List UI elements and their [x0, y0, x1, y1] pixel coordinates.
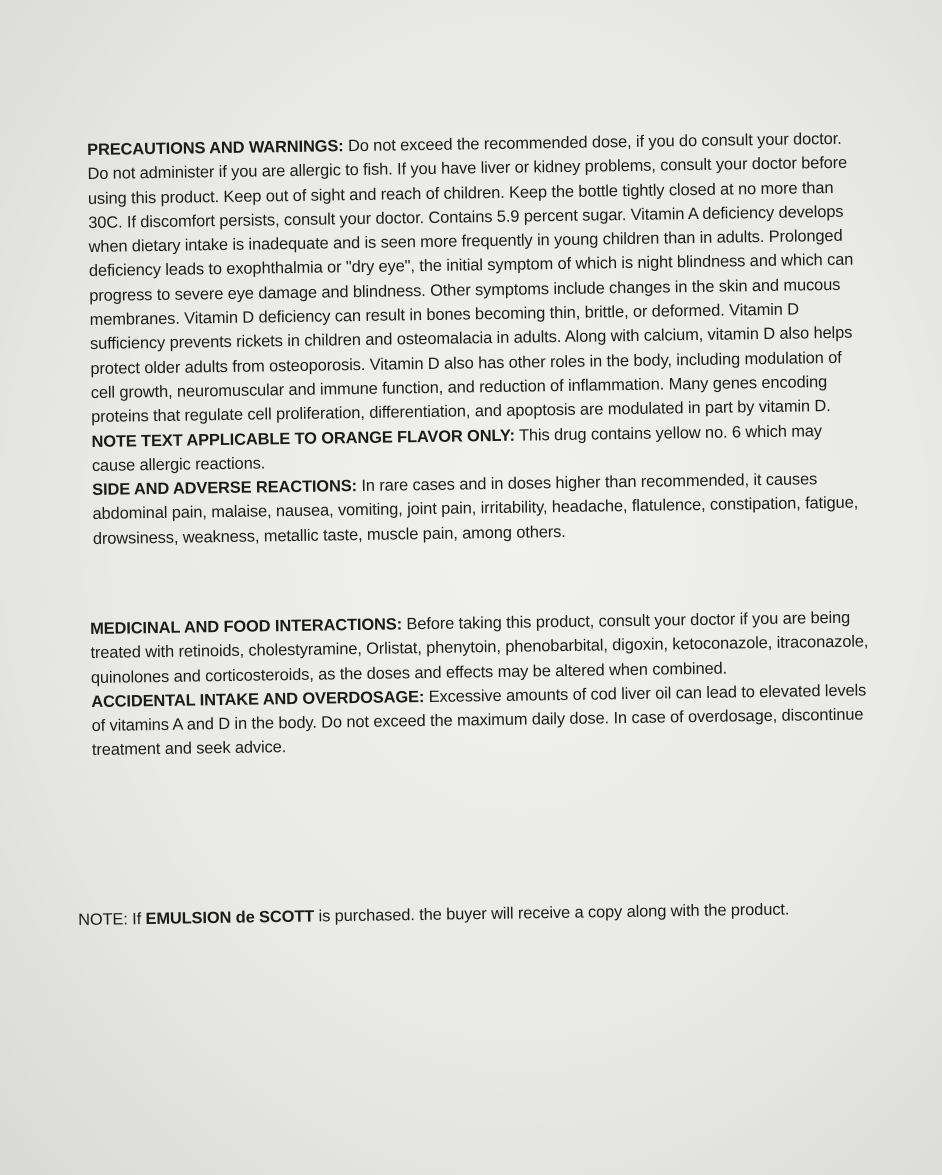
side-effects-paragraph [92, 467, 863, 551]
side-effects-heading: SIDE AND ADVERSE REACTIONS: [92, 477, 358, 500]
precautions-text: Do not exceed the recommended dose, if you do consult your doctor. Do not administer if you are allergic to fish. If you have liver or kidney problems, consult your doctor before using this product. Keep out of sight and reach of children. Keep the bottle tightly closed at no more than 30C. If discomfort persists, consult your doctor. Contains 5.9 percent sugar. Vitamin A deficiency develops when dietary intake is inadequate and is seen more frequently in young children than in adults. Prolonged deficiency leads to exophthalmia or "dry eye", the initial symptom of which is night blindness and which can progress to severe eye damage and blindness. Other symptoms include changes in the skin and mucous membranes. Vitamin D deficiency can result in bones becoming thin, brittle, or deformed. Vitamin D sufficiency prevents rickets in children and osteomalacia in adults. Along with calcium, vitamin D also helps protect older adults from osteoporosis. Vitamin D also has other roles in the body, including modulation of cell growth, neuromuscular and immune function, and reduction of inflammation. Many genes encoding proteins that regulate cell proliferation, differentiation, and apoptosis are modulated in part by vitamin D. [87, 129, 854, 427]
precautions-heading: PRECAUTIONS AND WARNINGS: [87, 137, 344, 159]
footer-note-prefix: NOTE: If [78, 909, 146, 929]
footer-note-suffix: is purchased. the buyer will receive a copy along with the product. [314, 900, 790, 926]
orange-note-text: This drug contains yellow no. 6 which may cause allergic reactions. [91, 421, 823, 475]
side-effects-text: In rare cases and in doses higher than recommended, it causes abdominal pain, malaise, nausea, vomiting, joint pain, irritability, headache, flatulence, constipation, fatigue, drowsiness, weakness, metallic taste, muscle pain, among others. [92, 470, 859, 548]
interactions-text: Before taking this product, consult your doctor if you are being treated with retinoids, cholestyramine, Orlistat, phenytoin, phenobarbital, digoxin, ketoconazole, itraconazole, quinolones and corticosteroids, as the doses and effects may be altered when combined. [90, 608, 869, 687]
overdose-heading: ACCIDENTAL INTAKE AND OVERDOSAGE: [91, 687, 425, 711]
interactions-paragraph [90, 605, 871, 689]
interactions-text-block [90, 605, 872, 762]
overdose-paragraph [91, 678, 872, 762]
overdose-text: Excessive amounts of cod liver oil can lead to elevated levels of vitamins A and D in the body. Do not exceed the maximum daily dose. In case of overdosage, discontinue treatment and seek advice. [91, 681, 867, 760]
footer-note-block [78, 897, 848, 933]
footer-note-paragraph [78, 897, 848, 933]
main-text-block [87, 127, 863, 551]
footer-note-product: EMULSION de SCOTT [145, 907, 315, 928]
precautions-paragraph [87, 127, 861, 430]
interactions-heading: MEDICINAL AND FOOD INTERACTIONS: [90, 615, 403, 638]
orange-note-heading: NOTE TEXT APPLICABLE TO ORANGE FLAVOR ONLY: [91, 426, 515, 451]
